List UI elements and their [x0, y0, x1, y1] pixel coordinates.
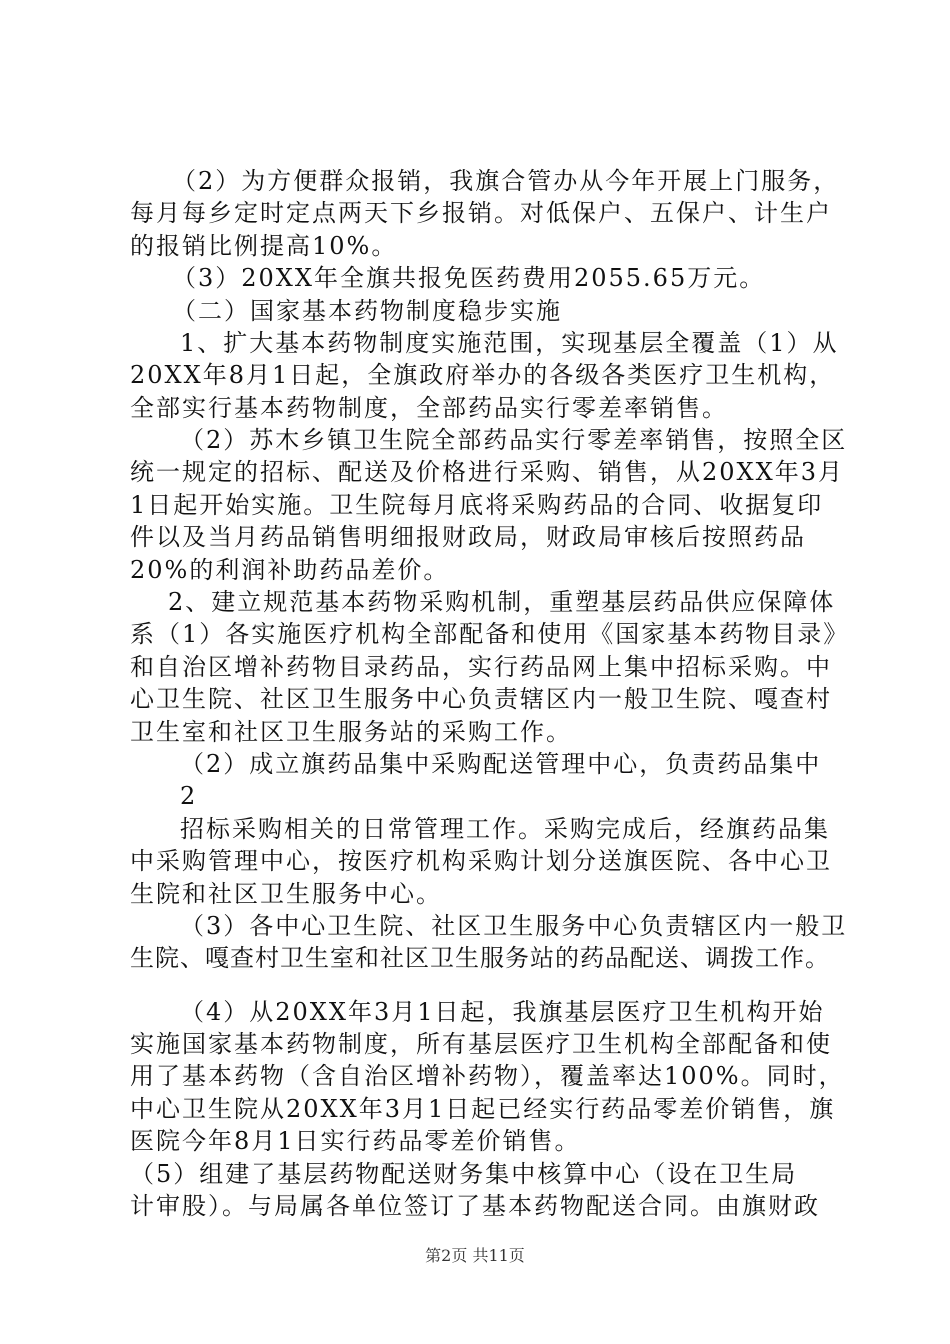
text-line: 每月每乡定时定点两天下乡报销。对低保户、五保户、计生户 [130, 199, 832, 227]
text-line: 医院今年8月1日实行药品零差价销售。 [130, 1127, 581, 1155]
text-line: 的报销比例提高10%。 [130, 232, 398, 260]
text-line: 计审股）。与局属各单位签订了基本药物配送合同。由旗财政 [130, 1192, 820, 1220]
text-line: 中采购管理中心，按医疗机构采购计划分送旗医院、各中心卫 [130, 847, 832, 875]
text-line: 20%的利润补助药品差价。 [130, 556, 450, 584]
text-line: 系（1）各实施医疗机构全部配备和使用《国家基本药物目录》 [130, 620, 850, 648]
text-line: （2）为方便群众报销，我旗合管办从今年开展上门服务， [172, 167, 840, 195]
text-line: 统一规定的招标、配送及价格进行采购、销售，从20XX年3月 [130, 458, 844, 486]
page-footer: 第2页 共11页 [425, 1246, 525, 1265]
text-line: （2）成立旗药品集中采购配送管理中心，负责药品集中 [180, 750, 822, 778]
text-line: 生院、嘎查村卫生室和社区卫生服务站的药品配送、调拨工作。 [130, 944, 830, 972]
text-line: （4）从20XX年3月1日起，我旗基层医疗卫生机构开始 [180, 998, 825, 1026]
text-line: 和自治区增补药物目录药品，实行药品网上集中招标采购。中 [130, 653, 832, 681]
text-line: （5）组建了基层药物配送财务集中核算中心（设在卫生局 [130, 1160, 798, 1188]
text-line: 全部实行基本药物制度，全部药品实行零差率销售。 [130, 394, 728, 422]
text-line: （二）国家基本药物制度稳步实施 [172, 297, 562, 325]
text-line: 件以及当月药品销售明细报财政局，财政局审核后按照药品 [130, 523, 806, 551]
text-line: 心卫生院、社区卫生服务中心负责辖区内一般卫生院、嘎查村 [130, 685, 832, 713]
text-line: （3）各中心卫生院、社区卫生服务中心负责辖区内一般卫 [180, 912, 848, 940]
text-line: 卫生室和社区卫生服务站的采购工作。 [130, 718, 572, 746]
text-line: 实施国家基本药物制度，所有基层医疗卫生机构全部配备和使 [130, 1030, 832, 1058]
text-line: 招标采购相关的日常管理工作。采购完成后，经旗药品集 [180, 815, 830, 843]
page-break-number: 2 [180, 782, 198, 810]
text-line: 20XX年8月1日起，全旗政府举办的各级各类医疗卫生机构， [130, 361, 836, 389]
text-line: 生院和社区卫生服务中心。 [130, 880, 442, 908]
text-line: 1、扩大基本药物制度实施范围，实现基层全覆盖（1）从 [180, 329, 839, 357]
text-line: 用了基本药物（含自治区增补药物），覆盖率达100%。同时， [130, 1062, 845, 1090]
text-line: 2、建立规范基本药物采购机制，重塑基层药品供应保障体 [168, 588, 836, 616]
text-line: 中心卫生院从20XX年3月1日起已经实行药品零差价销售，旗 [130, 1095, 836, 1123]
text-line: 1日起开始实施。卫生院每月底将采购药品的合同、收据复印 [130, 491, 824, 519]
text-line: （3）20XX年全旗共报免医药费用2055.65万元。 [172, 264, 766, 292]
text-line: （2）苏木乡镇卫生院全部药品实行零差率销售，按照全区 [180, 426, 848, 454]
